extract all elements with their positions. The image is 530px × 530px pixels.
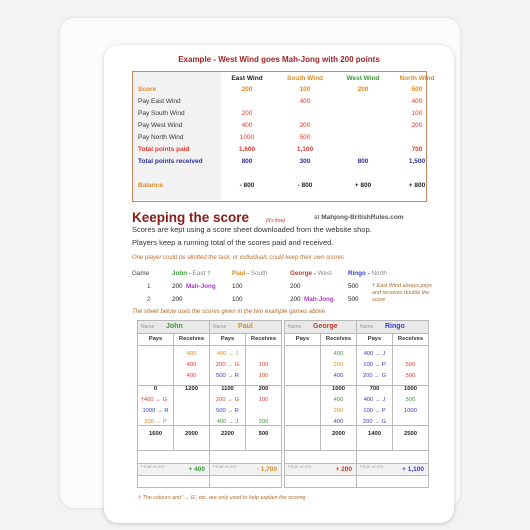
table-cell: + 800: [408, 182, 426, 189]
pays-value: 200 → G: [362, 373, 387, 379]
mahjong-tag: Mah-Jong: [304, 296, 334, 303]
row-divider: [285, 450, 356, 451]
pays-value: 100 → P: [363, 408, 386, 414]
website-credit: [314, 214, 404, 221]
pays-value: 400 → J: [363, 351, 386, 357]
pays-value: 200 → P: [144, 419, 167, 425]
player-wind: South: [250, 270, 268, 277]
table-cell: 100: [411, 110, 423, 117]
receives-value: 1200: [185, 386, 198, 392]
name-label: Name: [360, 324, 374, 330]
receives-value: 400: [333, 373, 344, 379]
game-header: Game: [132, 270, 150, 277]
allotment-note: One player could be allotted the task, or individuals could keep their own scores: [132, 255, 344, 261]
receives-value: 2000: [185, 431, 198, 437]
receives-value: 400: [186, 362, 197, 368]
table-cell: 400: [299, 98, 311, 105]
receives-value: 200: [333, 408, 344, 414]
table-cell: + 800: [354, 182, 372, 189]
row-label: Score: [138, 86, 157, 93]
table-cell: 200: [357, 86, 369, 93]
free-note: (it's free): [266, 218, 286, 224]
receives-value: 100: [258, 373, 269, 379]
table-cell: 300: [299, 158, 311, 165]
pays-value: 500 → R: [216, 373, 239, 379]
column-header: North Wind: [399, 75, 435, 82]
column-header: South Wind: [286, 75, 324, 82]
receives-value: 1000: [332, 386, 345, 392]
final-score-label: Final score: [141, 465, 165, 470]
player-wind: West: [317, 270, 332, 277]
pays-value: 200 → G: [362, 419, 387, 425]
name-label: Name: [141, 324, 155, 330]
pays-value: 200 → G: [215, 397, 240, 403]
score-sheet: [137, 320, 210, 488]
row-divider: [357, 425, 428, 426]
player-header: Ringo - North: [348, 270, 387, 277]
final-score-value: + 200: [335, 466, 352, 473]
game-number: 1: [147, 283, 151, 290]
receives-value: 200: [258, 386, 269, 392]
row-label: Pay North Wind: [138, 134, 184, 141]
row-label: Pay East Wind: [138, 98, 181, 105]
table-cell: - 800: [297, 182, 313, 189]
column-header: East Wind: [231, 75, 263, 82]
pays-value: 500 → R: [216, 408, 239, 414]
game-score: 200: [290, 283, 301, 290]
final-score-label: Final score: [360, 465, 384, 470]
receives-value: 2000: [332, 431, 345, 437]
table-cell: 1,100: [296, 146, 314, 153]
pays-value: 700: [369, 386, 380, 392]
game-score: 200: [290, 296, 301, 303]
receives-value: 100: [258, 362, 269, 368]
row-divider: [285, 345, 356, 346]
row-divider: [138, 425, 209, 426]
row-divider: [138, 450, 209, 451]
table-cell: 400: [411, 98, 423, 105]
final-score-value: - 1,700: [256, 466, 277, 473]
example-title: Example - West Wind goes Mah-Jong with 200 points: [178, 55, 380, 64]
score-sheet: [356, 320, 429, 488]
table-cell: 100: [299, 86, 311, 93]
pays-value: 400 → J: [216, 419, 239, 425]
player-name: Paul: [238, 323, 253, 330]
table-cell: 400: [241, 122, 253, 129]
receives-value: 2500: [404, 431, 417, 437]
final-score-label: Final score: [213, 465, 237, 470]
game-number: 2: [147, 296, 151, 303]
player-header: Paul - South: [232, 270, 268, 277]
receives-value: 100: [258, 397, 269, 403]
receives-header: Receives: [178, 336, 205, 342]
keeping-score-title: Keeping the score: [132, 210, 250, 225]
final-score-value: + 400: [188, 466, 205, 473]
pays-value: 200 → G: [215, 362, 240, 368]
row-divider: [357, 345, 428, 346]
player-name: John: [166, 323, 183, 330]
receives-value: 400: [186, 351, 197, 357]
table-cell: 800: [241, 158, 253, 165]
table-cell: 700: [411, 146, 423, 153]
name-label: Name: [213, 324, 227, 330]
final-score-value: + 1,100: [402, 466, 424, 473]
player-wind: East: [192, 270, 206, 277]
table-cell: 200: [299, 122, 311, 129]
game-score: 100: [232, 296, 243, 303]
table-cell: 500: [299, 134, 311, 141]
receives-value: 400: [333, 419, 344, 425]
final-score-label: Final score: [288, 465, 312, 470]
receives-value: 500: [258, 431, 269, 437]
receives-value: 500: [405, 373, 416, 379]
player-header: John - East †: [172, 270, 211, 277]
pays-header: Pays: [295, 336, 310, 342]
colour-footnote: [138, 495, 305, 501]
player-name: Ringo: [385, 323, 405, 330]
table-cell: - 800: [239, 182, 255, 189]
website-at: at: [314, 214, 320, 221]
receives-value: 1000: [404, 408, 417, 414]
example-score-table: [132, 71, 435, 202]
row-divider: [210, 450, 281, 451]
pays-value: 100 → P: [363, 362, 386, 368]
game-score: 500: [348, 296, 359, 303]
row-label: Total points paid: [138, 146, 190, 153]
table-cell: 800: [357, 158, 369, 165]
table-cell: 200: [241, 86, 253, 93]
footnote-text: The colours and '→ G', etc. are only used to help explain the scoring: [142, 495, 306, 501]
row-label: Pay West Wind: [138, 122, 183, 129]
receives-value: 200: [258, 419, 269, 425]
game-score: 200: [172, 283, 183, 290]
game-score: 500: [348, 283, 359, 290]
name-label: Name: [288, 324, 302, 330]
sheet-intro-note: The sheet below uses the scores given in the two example games above: [132, 309, 326, 315]
player-wind: North: [371, 270, 387, 277]
receives-header: Receives: [397, 336, 424, 342]
description-line-1: Scores are kept using a score sheet downloaded from the website shop.: [132, 225, 372, 234]
row-label: Pay South Wind: [138, 110, 185, 117]
table-cell: 200: [411, 122, 423, 129]
receives-header: Receives: [250, 336, 277, 342]
website-name: Mahjong-BritishRules.com: [321, 214, 404, 221]
pays-value: 400 → J: [216, 351, 239, 357]
player-name: George: [290, 270, 313, 277]
receives-value: 400: [333, 397, 344, 403]
row-label: Total points received: [138, 158, 203, 165]
player-name: Ringo: [348, 270, 366, 277]
game-score: 200: [172, 296, 183, 303]
receives-value: 200: [333, 362, 344, 368]
pays-header: Pays: [148, 336, 163, 342]
dagger-mark: †: [372, 283, 375, 289]
pays-header: Pays: [367, 336, 382, 342]
row-divider: [210, 425, 281, 426]
receives-value: 1000: [404, 386, 417, 392]
pays-header: Pays: [220, 336, 235, 342]
pays-value: 0: [153, 386, 158, 392]
pays-value: 1000 → R: [142, 408, 169, 414]
row-label: Balance: [138, 182, 163, 189]
receives-value: 500: [405, 397, 416, 403]
row-divider: [285, 425, 356, 426]
pays-value: 1100: [221, 386, 234, 392]
game-score: 100: [232, 283, 243, 290]
footnote-dagger: †: [138, 495, 141, 501]
pays-value: 1600: [149, 431, 162, 437]
pays-value: 1400: [368, 431, 381, 437]
receives-header: Receives: [325, 336, 352, 342]
table-cell: 1,500: [408, 158, 426, 165]
description-line-2: Players keep a running total of the scores paid and received.: [132, 238, 334, 247]
player-name: George: [313, 323, 338, 330]
player-name: Paul: [232, 270, 246, 277]
table-cell: 1000: [239, 134, 255, 141]
player-header: George - West: [290, 270, 332, 277]
receives-value: 400: [333, 351, 344, 357]
pays-value: 400 → J: [363, 397, 386, 403]
table-cell: 200: [241, 110, 253, 117]
row-divider: [138, 345, 209, 346]
dagger-mark: †: [140, 397, 145, 403]
player-name: John: [172, 270, 188, 277]
east-wind-note-text: East Wind always pays and receives double the score: [372, 283, 432, 303]
score-sheet: [209, 320, 282, 488]
east-wind-note: [372, 283, 442, 304]
column-header: West Wind: [346, 75, 380, 82]
row-divider: [357, 450, 428, 451]
pays-value: 2200: [221, 431, 234, 437]
pays-value: 400 → G: [143, 397, 168, 403]
mahjong-tag: Mah-Jong: [186, 283, 216, 290]
table-cell: 1,600: [238, 146, 256, 153]
receives-value: 400: [186, 373, 197, 379]
receives-value: 500: [405, 362, 416, 368]
scoring-card: [104, 45, 454, 523]
table-cell: 500: [411, 86, 423, 93]
dagger-mark: †: [207, 270, 211, 277]
row-divider: [210, 345, 281, 346]
score-sheet: [284, 320, 357, 488]
